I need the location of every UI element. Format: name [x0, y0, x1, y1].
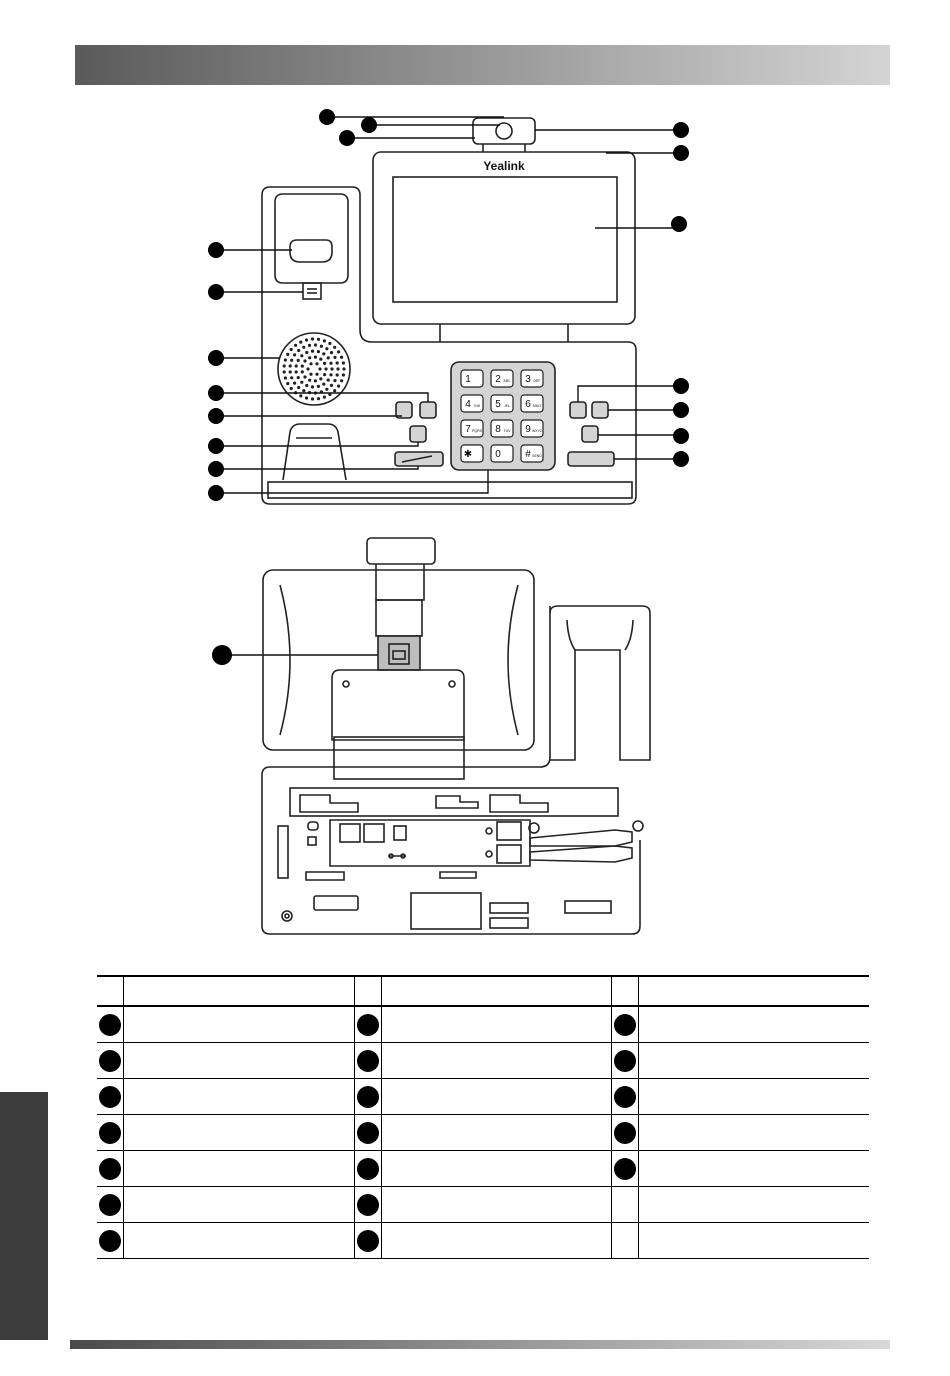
legend-description-cell — [124, 1223, 355, 1259]
grille-hole — [306, 367, 309, 370]
legend-number-cell — [612, 1187, 639, 1223]
legend-description-cell — [124, 1187, 355, 1223]
hold-key[interactable] — [592, 402, 608, 418]
grille-hole — [317, 397, 320, 400]
legend-description-cell — [639, 1079, 870, 1115]
grille-hole — [319, 377, 322, 380]
legend-description-cell — [124, 1151, 355, 1187]
callout-marker-icon — [99, 1230, 121, 1252]
grille-hole — [318, 367, 321, 370]
grille-hole — [305, 338, 308, 341]
callout-marker-icon — [357, 1122, 379, 1144]
grille-hole — [328, 342, 331, 345]
legend-number-cell — [354, 1187, 381, 1223]
legend-table — [97, 975, 869, 1259]
camera-back — [367, 538, 435, 564]
callout-marker-icon — [357, 1158, 379, 1180]
legend-number-cell — [354, 1079, 381, 1115]
legend-number-cell — [97, 1187, 124, 1223]
camera-body — [473, 118, 535, 144]
grille-hole — [295, 370, 298, 373]
keypad-letters: MNO — [532, 404, 542, 408]
wall-mount-slot — [314, 896, 358, 910]
grille-hole — [299, 394, 302, 397]
grille-hole — [327, 379, 330, 382]
grille-hole — [308, 379, 311, 382]
grille-hole — [340, 356, 343, 359]
grille-hole — [337, 385, 340, 388]
legend-description-cell — [381, 1187, 612, 1223]
grille-hole — [293, 353, 296, 356]
callout-marker-icon — [357, 1086, 379, 1108]
keypad-digit: 3 — [525, 374, 531, 385]
grille-hole — [333, 356, 336, 359]
bottom-strip — [268, 482, 632, 498]
legend-number-cell — [612, 1223, 639, 1259]
legend-header-no-2 — [354, 976, 381, 1006]
grille-hole — [317, 385, 320, 388]
legend-number-cell — [354, 1006, 381, 1043]
legend-header-no-3 — [612, 976, 639, 1006]
grille-hole — [336, 367, 339, 370]
keypad-digit: 7 — [465, 424, 471, 435]
callout-marker-icon — [357, 1194, 379, 1216]
grille-hole — [340, 379, 343, 382]
grille-hole — [323, 396, 326, 399]
grille-hole — [303, 359, 306, 362]
grille-hole — [336, 361, 339, 364]
keypad-key[interactable] — [521, 395, 543, 412]
callout-marker-icon — [99, 1158, 121, 1180]
stand-hinge — [334, 737, 464, 779]
handset-tab — [303, 283, 321, 299]
callout-marker-icon — [99, 1050, 121, 1072]
grille-hole — [290, 376, 293, 379]
grille-hole — [322, 352, 325, 355]
keypad-letters: WXYZ — [531, 429, 543, 433]
stand-plate — [332, 670, 464, 740]
legend-number-cell — [97, 1043, 124, 1079]
grille-hole — [337, 350, 340, 353]
grille-hole — [314, 343, 317, 346]
legend-number-cell — [97, 1151, 124, 1187]
grille-hole — [342, 367, 345, 370]
grille-hole — [297, 349, 300, 352]
grille-hole — [286, 353, 289, 356]
legend-description-cell — [381, 1223, 612, 1259]
legend-description-cell — [639, 1043, 870, 1079]
legend-description-cell — [639, 1187, 870, 1223]
grille-hole — [289, 370, 292, 373]
keypad-digit: # — [525, 449, 531, 460]
callout-marker-icon — [99, 1122, 121, 1144]
headset-jack — [497, 822, 521, 840]
grille-hole — [305, 351, 308, 354]
grille-hole — [301, 365, 304, 368]
legend-number-cell — [354, 1223, 381, 1259]
legend-description-cell — [381, 1043, 612, 1079]
ethernet-port-2 — [364, 824, 384, 842]
grille-hole — [290, 348, 293, 351]
grille-hole — [305, 384, 308, 387]
keypad-digit: ✱ — [463, 449, 473, 460]
grille-hole — [295, 364, 298, 367]
grille-hole — [293, 382, 296, 385]
legend-number-cell — [97, 1115, 124, 1151]
grille-hole — [311, 350, 314, 353]
grille-hole — [327, 356, 330, 359]
legend-row — [97, 1079, 869, 1115]
grille-hole — [308, 344, 311, 347]
grille-hole — [311, 397, 314, 400]
legend-row — [97, 1115, 869, 1151]
grille-hole — [308, 356, 311, 359]
grille-hole — [303, 375, 306, 378]
keypad-key[interactable] — [491, 420, 513, 437]
callout-marker-icon — [614, 1086, 636, 1108]
grille-hole — [311, 385, 314, 388]
legend-number-cell — [354, 1043, 381, 1079]
grille-hole — [284, 358, 287, 361]
grille-hole — [314, 356, 317, 359]
handset-jack — [497, 845, 521, 863]
grille-hole — [317, 350, 320, 353]
grille-hole — [311, 337, 314, 340]
callout-marker-icon — [614, 1050, 636, 1072]
callout-marker-icon — [357, 1230, 379, 1252]
footer-bar — [70, 1340, 890, 1349]
grille-hole — [283, 370, 286, 373]
grille-hole — [297, 376, 300, 379]
grille-hole — [323, 373, 326, 376]
keypad-letters: TUV — [503, 429, 511, 433]
grille-hole — [297, 386, 300, 389]
callout-lines — [216, 117, 680, 655]
grille-hole — [290, 387, 293, 390]
grille-hole — [302, 346, 305, 349]
legend-description-cell — [381, 1151, 612, 1187]
legend-body — [97, 1006, 869, 1259]
grille-hole — [330, 367, 333, 370]
callout-marker-icon — [357, 1014, 379, 1036]
legend-number-cell — [612, 1079, 639, 1115]
power-jack — [394, 826, 406, 840]
grille-hole — [309, 373, 312, 376]
legend-description-cell — [381, 1115, 612, 1151]
grille-hole — [320, 345, 323, 348]
legend-number-cell — [97, 1006, 124, 1043]
legend-number-cell — [354, 1151, 381, 1187]
transfer-key[interactable] — [582, 426, 598, 442]
keypad-key[interactable] — [521, 445, 543, 462]
grille-hole — [284, 376, 287, 379]
legend-description-cell — [639, 1006, 870, 1043]
ethernet-port-1 — [340, 824, 360, 842]
legend-number-cell — [354, 1115, 381, 1151]
side-tab — [0, 1092, 48, 1340]
grille-hole — [323, 339, 326, 342]
grille-hole — [329, 373, 332, 376]
grille-hole — [309, 362, 312, 365]
grille-hole — [325, 388, 328, 391]
legend-row — [97, 1187, 869, 1223]
keypad-letters: DEF — [533, 379, 541, 383]
keypad-digit: 9 — [525, 424, 531, 435]
keypad-key[interactable] — [491, 445, 513, 462]
grille-hole — [301, 370, 304, 373]
legend-description-cell — [639, 1115, 870, 1151]
side-slot — [278, 826, 288, 878]
legend-description-cell — [124, 1006, 355, 1043]
grille-hole — [289, 364, 292, 367]
keypad-key[interactable] — [461, 420, 483, 437]
grille-hole — [319, 358, 322, 361]
callout-marker-icon — [99, 1086, 121, 1108]
grille-hole — [322, 383, 325, 386]
handset-cradle — [275, 194, 348, 283]
callout-marker-icon — [99, 1014, 121, 1036]
callout-marker-icon — [614, 1014, 636, 1036]
grille-hole — [336, 373, 339, 376]
legend-number-cell — [612, 1006, 639, 1043]
legend-description-cell — [381, 1006, 612, 1043]
grille-hole — [330, 384, 333, 387]
callout-marker-icon — [357, 1050, 379, 1072]
legend-description-cell — [381, 1079, 612, 1115]
redial-key[interactable] — [570, 402, 586, 418]
grille-hole — [333, 389, 336, 392]
keypad-key[interactable] — [521, 370, 543, 387]
keypad-letters: ABC — [503, 379, 511, 383]
grille-hole — [324, 367, 327, 370]
keypad-letters: PQRS — [472, 429, 482, 433]
callout-marker-icon — [99, 1194, 121, 1216]
legend-row — [97, 1043, 869, 1079]
grille-hole — [315, 362, 318, 365]
grille-hole — [314, 379, 317, 382]
keypad-letters: SEND — [532, 454, 542, 458]
keypad-digit: 2 — [495, 374, 501, 385]
grille-hole — [342, 373, 345, 376]
keypad-key[interactable] — [491, 370, 513, 387]
grille-hole — [290, 359, 293, 362]
label-area — [411, 893, 481, 929]
callout-marker-icon — [614, 1122, 636, 1144]
keypad-digit: 4 — [465, 399, 471, 410]
grille-hole — [333, 346, 336, 349]
keypad-key[interactable] — [461, 395, 483, 412]
message-key[interactable] — [410, 426, 426, 442]
legend-header-desc-2 — [381, 976, 612, 1006]
legend-description-cell — [124, 1079, 355, 1115]
grille-hole — [302, 389, 305, 392]
grille-hole — [283, 364, 286, 367]
keypad-digit: 5 — [495, 399, 501, 410]
keypad-digit: 1 — [465, 374, 471, 385]
grille-hole — [286, 382, 289, 385]
grille-hole — [330, 351, 333, 354]
keypad-letters: JKL — [503, 404, 511, 408]
callout-marker-icon — [614, 1158, 636, 1180]
keypad-digit: 8 — [495, 424, 501, 435]
grille-hole — [300, 381, 303, 384]
legend-number-cell — [612, 1043, 639, 1079]
legend-number-cell — [612, 1115, 639, 1151]
legend-number-cell — [97, 1079, 124, 1115]
legend-header-row — [97, 976, 869, 1006]
grille-hole — [294, 344, 297, 347]
legend-description-cell — [124, 1043, 355, 1079]
legend-row — [97, 1006, 869, 1043]
grille-hole — [299, 341, 302, 344]
usb-port-housing — [378, 636, 420, 670]
keypad-digit: 0 — [495, 449, 501, 460]
keypad-key[interactable] — [461, 370, 483, 387]
grille-hole — [317, 338, 320, 341]
grille-hole — [300, 354, 303, 357]
brand-logo: Yealink — [483, 159, 525, 173]
keypad-key[interactable] — [521, 420, 543, 437]
grille-hole — [323, 362, 326, 365]
handset-rest — [283, 424, 346, 480]
legend-row — [97, 1223, 869, 1259]
display-housing — [373, 152, 635, 324]
legend-header-desc-1 — [124, 976, 355, 1006]
keypad-key[interactable] — [461, 445, 483, 462]
keypad-letters: GHI — [473, 404, 481, 408]
grille-hole — [333, 379, 336, 382]
legend-description-cell — [639, 1151, 870, 1187]
camera-arm — [376, 600, 422, 636]
grille-hole — [297, 359, 300, 362]
legend-header-no-1 — [97, 976, 124, 1006]
cable-channel-2 — [530, 846, 632, 862]
grille-hole — [325, 347, 328, 350]
grille-hole — [329, 362, 332, 365]
grille-hole — [305, 396, 308, 399]
touch-screen — [393, 177, 617, 302]
hookswitch-icon — [290, 240, 332, 262]
keypad-digit: 6 — [525, 399, 531, 410]
legend-description-cell — [639, 1223, 870, 1259]
legend-description-cell — [124, 1115, 355, 1151]
grille-hole — [315, 373, 318, 376]
cable-channel-1 — [530, 830, 632, 846]
legend-row — [97, 1151, 869, 1187]
mute-key[interactable] — [420, 402, 436, 418]
keypad-key[interactable] — [491, 395, 513, 412]
grille-hole — [342, 361, 345, 364]
speakerphone-key[interactable] — [568, 452, 614, 466]
legend-number-cell — [612, 1151, 639, 1187]
legend-number-cell — [97, 1223, 124, 1259]
legend-header-desc-3 — [639, 976, 870, 1006]
handset-back — [550, 606, 650, 760]
